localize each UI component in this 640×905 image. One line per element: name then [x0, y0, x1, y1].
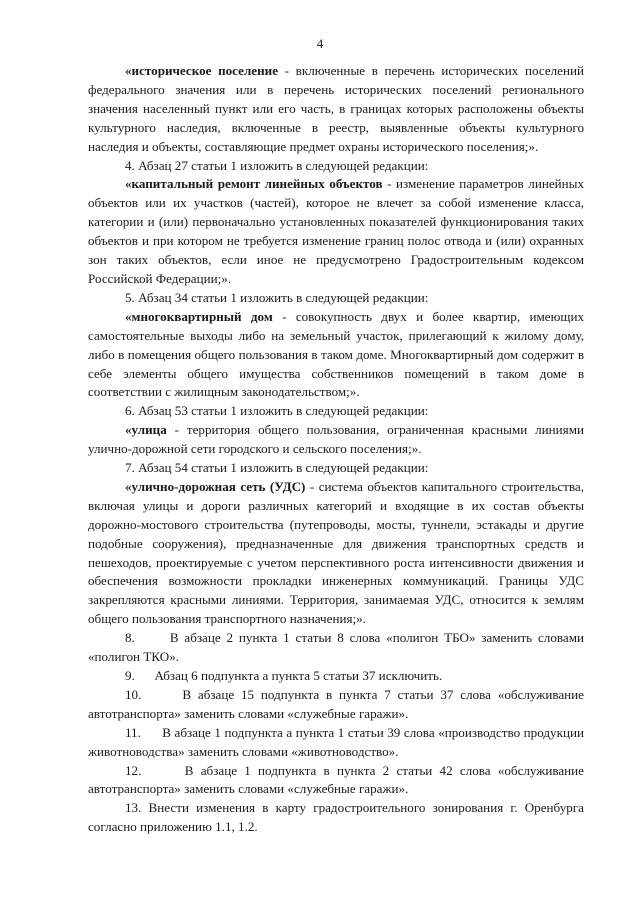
paragraph-item-6 [88, 402, 584, 421]
term-street: «улица [125, 422, 167, 438]
paragraph-item-12 [88, 762, 588, 800]
document-body [88, 62, 588, 837]
definition-street: - территория общего пользования, ограниченная красными линиями улично-дорожной сети городского и сельского поселения;». [88, 422, 584, 457]
paragraph-apartment-building [88, 308, 584, 403]
item-10-text: 10. В абзаце 15 подпункта в пункта 7 статьи 37 слова «обслуживание автотранспорта» заменить словами «служебные гаражи». [88, 686, 588, 721]
item-12-text: 12. В абзаце 1 подпункта в пункта 2 статьи 42 слова «обслуживание автотранспорта» заменить словами «служебные гаражи». [88, 762, 588, 797]
paragraph-item-7 [88, 459, 584, 478]
paragraph-historic-settlement [88, 62, 584, 157]
page-number: 4 [316, 36, 324, 51]
paragraph-capital-repair [88, 175, 584, 288]
item-5-text: 5. Абзац 34 статьи 1 изложить в следующей редакции: [125, 289, 429, 305]
item-9-text: 9. Абзац 6 подпункта а пункта 5 статьи 37 исключить. [125, 668, 443, 683]
item-13-text: 13. Внести изменения в карту градостроительного зонирования г. Оренбурга согласно приложению 1.1, 1.2. [88, 800, 584, 835]
item-11-text: 11. В абзаце 1 подпункта а пункта 1 статьи 39 слова «производство продукции животноводства» заменить словами «животноводство». [88, 724, 588, 759]
definition-road-network: - система объектов капитального строительства, включая улицы и дороги различных категорий и входящие в их состав объекты дорожно-мостового строительства (путепроводы, мосты, туннели, эстакады и другие подобные сооружения), предназначенные для движения транспортных средств и пешеходов, проектируемые с учетом перспективного роста интенсивности движения и обеспечения возможности прокладки инженерных коммуникаций. Границы УДС закрепляются красными линиями. Территория, занимаемая УДС, относится к землям общего пользования транспортного назначения;». [88, 478, 584, 627]
paragraph-item-4 [88, 157, 584, 176]
paragraph-item-8 [88, 629, 588, 667]
item-6-text: 6. Абзац 53 статьи 1 изложить в следующей редакции: [125, 403, 429, 419]
item-4-text: 4. Абзац 27 статьи 1 изложить в следующей редакции: [125, 157, 429, 173]
paragraph-item-13 [88, 799, 584, 837]
item-8-text: 8. В абзаце 2 пункта 1 статьи 8 слова «полигон ТБО» заменить словами «полигон ТКО». [88, 630, 588, 665]
term-capital-repair: «капитальный ремонт линейных объектов [125, 176, 383, 192]
definition-historic-settlement: - включенные в перечень исторических поселений федерального значения или в перечень исторических поселений регионального значения населенный пункт или его часть, в границах которых расположены объекты культурного наследия, включенные в реестр, выявленные объекты культурного наследия и объекты, составляющие предмет охраны исторического поселения;». [88, 63, 584, 154]
term-historic-settlement: «историческое поселение [125, 63, 279, 78]
paragraph-road-network [88, 478, 584, 629]
term-road-network: «улично-дорожная сеть (УДС) [125, 478, 306, 494]
paragraph-item-10 [88, 686, 588, 724]
paragraph-item-9 [88, 667, 584, 686]
paragraph-item-5 [88, 289, 584, 308]
paragraph-item-11 [88, 724, 588, 762]
paragraph-street [88, 421, 584, 459]
definition-apartment-building: - совокупность двух и более квартир, имеющих самостоятельные выходы либо на земельный участок, прилегающий к жилому дому, либо в помещения общего пользования в таком доме. Многоквартирный дом содержит в себе элементы общего имущества собственников помещений в таком доме в соответствии с жилищным законодательством;». [88, 308, 584, 400]
item-7-text: 7. Абзац 54 статьи 1 изложить в следующей редакции: [125, 460, 429, 476]
definition-capital-repair: - изменение параметров линейных объектов или их участков (частей), которое не влечет за собой изменение класса, категории и (или) первоначально установленных показателей функционирования таких объектов и при котором не требуется изменение границ полос отвода и (или) охранных зон таких объектов, если иное не предусмотрено Градостроительным кодексом Российской Федерации;». [88, 176, 584, 286]
term-apartment-building: «многоквартирный дом [125, 308, 273, 324]
